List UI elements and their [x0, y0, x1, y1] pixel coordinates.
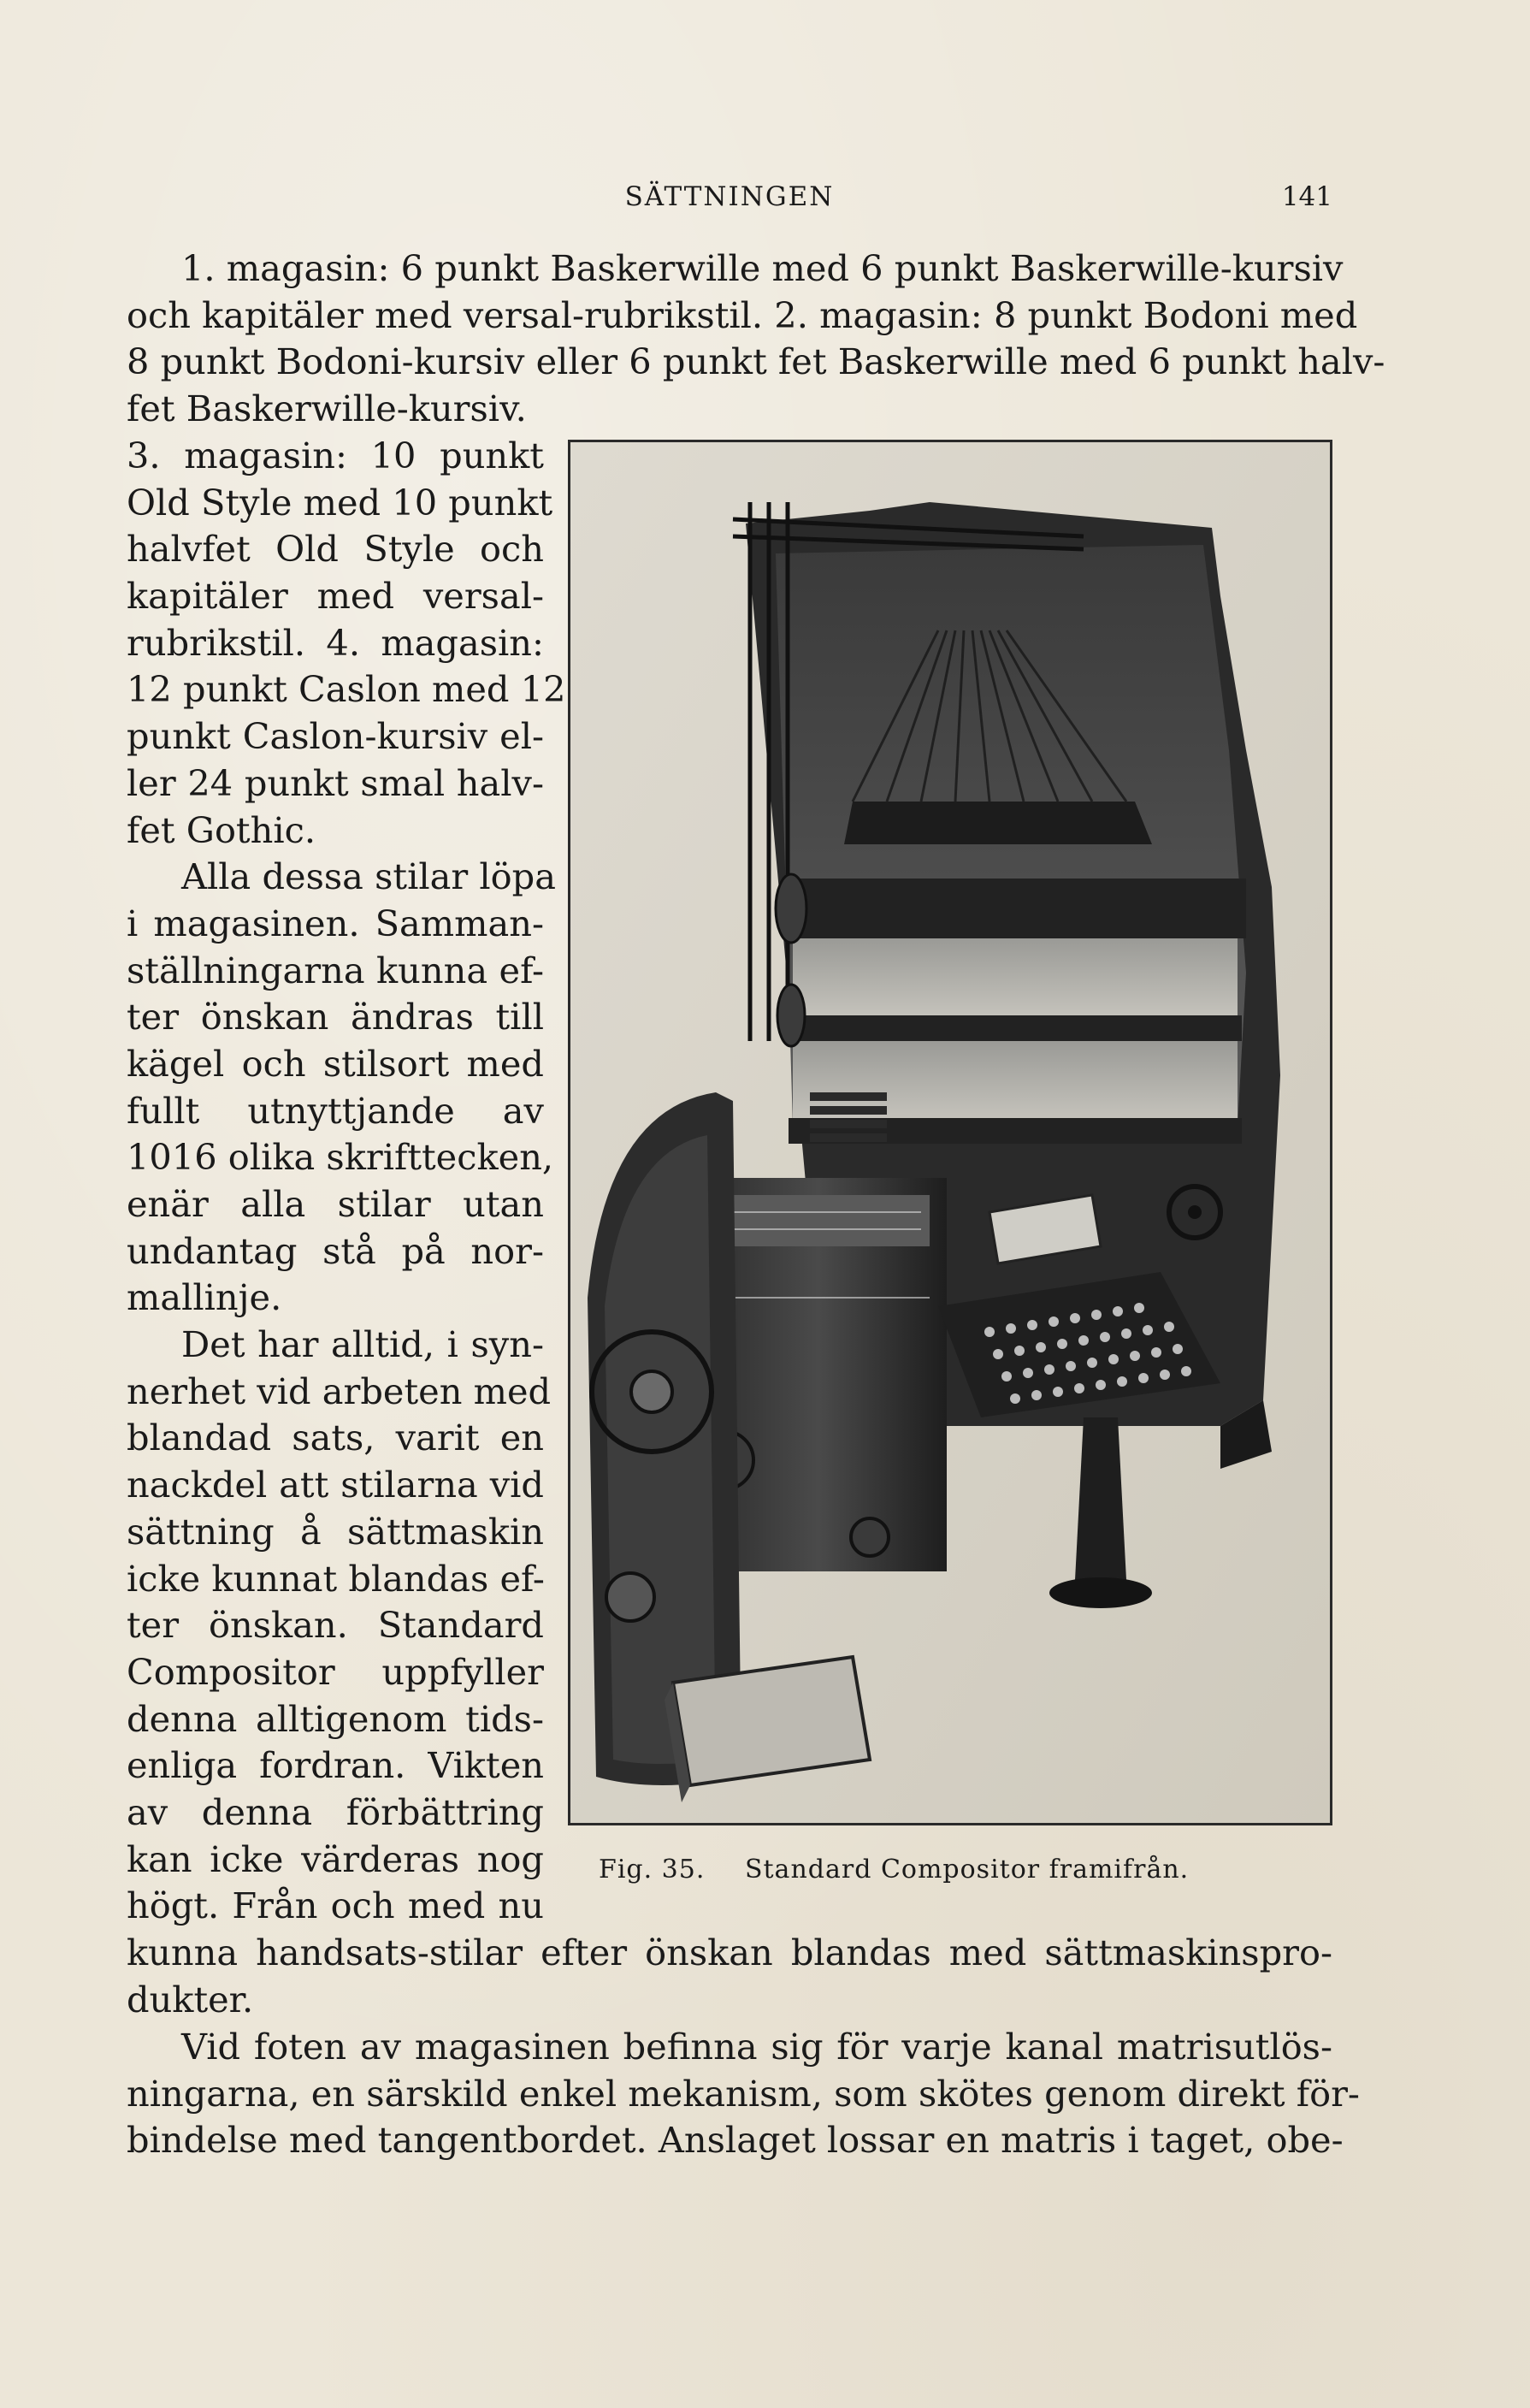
continuation-paragraph — [127, 1930, 1332, 2023]
text-line: fet Gothic. — [127, 808, 316, 851]
text-line: bindelse med tangentbordet. Anslaget lossar en matris i taget, obe- — [127, 2119, 1344, 2162]
text-line: 1016 olika skrifttecken, — [127, 1136, 554, 1179]
text-line: undantag stå på nor- — [127, 1229, 544, 1272]
text-line: kägel och stilsort med — [127, 1042, 544, 1085]
text-line: Compositor uppfyller — [127, 1650, 544, 1693]
text-line: och kapitäler med versal-rubrikstil. 2. magasin: 8 punkt Bodoni med — [127, 293, 1358, 336]
figure-caption-text: Standard Compositor framifrån. — [744, 1855, 1190, 1884]
text-line: 8 punkt Bodoni-kursiv eller 6 punkt fet Baskerwille med 6 punkt halv- — [127, 340, 1385, 383]
text-line: kunna handsats-stilar efter önskan blandas med sättmaskinspro- — [127, 1932, 1332, 1973]
top-paragraph — [127, 246, 1385, 433]
text-line: ter önskan. Standard — [127, 1604, 544, 1647]
text-line: kan icke värderas nog — [127, 1837, 544, 1880]
text-line: mallinje. — [127, 1276, 282, 1319]
text-line: Alla dessa stilar löpa — [181, 855, 556, 898]
text-line: kapitäler med versal- — [127, 575, 544, 618]
text-line: enär alla stilar utan — [127, 1183, 544, 1225]
typesetting-machine-illustration — [570, 442, 1330, 1823]
text-line: dukter. — [127, 1978, 254, 2020]
text-line: av denna förbättring — [127, 1790, 544, 1833]
text-line: fullt utnyttjande av — [127, 1089, 544, 1132]
text-line: i magasinen. Samman- — [127, 902, 544, 944]
figure-label: Fig. 35. — [599, 1855, 706, 1884]
text-line: halvfet Old Style och — [127, 528, 544, 571]
narrow-column — [127, 433, 566, 1930]
final-paragraph — [127, 2024, 1360, 2164]
text-line: icke kunnat blandas ef- — [127, 1557, 545, 1600]
figure-caption — [599, 1855, 1308, 1884]
text-line: sättning å sättmaskin — [127, 1510, 544, 1553]
text-line: rubrikstil. 4. magasin: — [127, 621, 544, 664]
text-line: denna alltigenom tids- — [127, 1697, 544, 1740]
text-line: ningarna, en särskild enkel mekanism, som skötes genom direkt för- — [127, 2072, 1360, 2115]
text-line: Det har alltid, i syn- — [181, 1323, 544, 1366]
machine-photograph — [568, 440, 1332, 1825]
running-head: SÄTTNINGEN — [624, 181, 835, 212]
text-line: ter önskan ändras till — [127, 996, 544, 1038]
text-line: punkt Caslon-kursiv el- — [127, 715, 544, 758]
page-number: 141 — [1281, 181, 1332, 212]
text-line: ler 24 punkt smal halv- — [127, 761, 544, 804]
text-line: högt. Från och med nu — [127, 1884, 544, 1927]
text-line: fet Baskerwille-kursiv. — [127, 388, 527, 430]
text-line: ställningarna kunna ef- — [127, 949, 544, 991]
text-line: 3. magasin: 10 punkt — [127, 435, 544, 476]
text-line: nerhet vid arbeten med — [127, 1370, 552, 1412]
text-line: nackdel att stilarna vid — [127, 1464, 544, 1506]
page-header — [127, 181, 1332, 216]
text-line: 1. magasin: 6 punkt Baskerwille med 6 punkt Baskerwille-kursiv — [181, 247, 1344, 289]
text-line: blandad sats, varit en — [127, 1417, 544, 1459]
text-line: 12 punkt Caslon med 12 — [127, 668, 566, 711]
text-line: Old Style med 10 punkt — [127, 481, 553, 524]
text-line: Vid foten av magasinen befinna sig för varje kanal matrisutlös- — [181, 2026, 1332, 2068]
text-line: enliga fordran. Vikten — [127, 1744, 544, 1787]
